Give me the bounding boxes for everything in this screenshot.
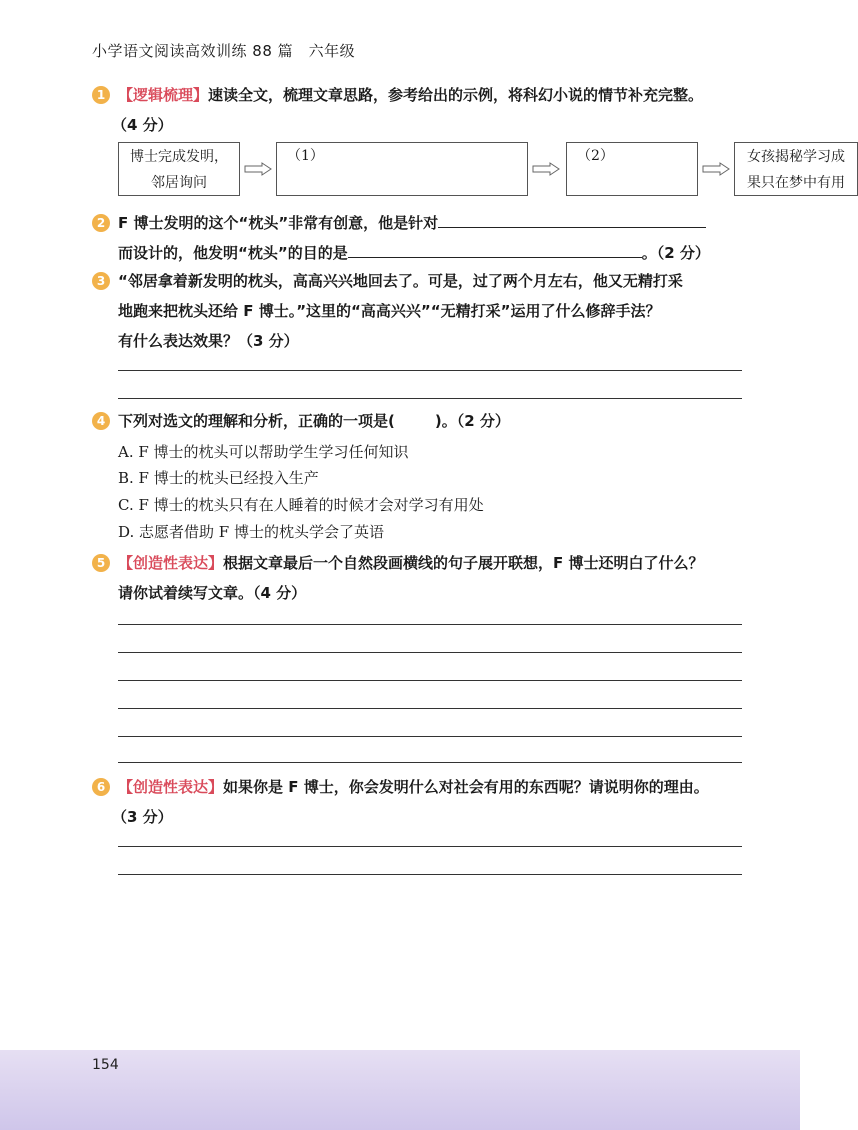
answer-blank[interactable] bbox=[438, 209, 706, 228]
question-5 bbox=[92, 548, 752, 608]
question-text: 速读全文，梳理文章思路，参考给出的示例，将科幻小说的情节补充完整。 bbox=[208, 86, 704, 104]
answer-line[interactable] bbox=[118, 762, 742, 763]
option-c: C. F 博士的枕头只有在人睡着的时候才会对学习有用处 bbox=[118, 496, 484, 514]
answer-line[interactable] bbox=[118, 846, 742, 847]
plot-flowchart bbox=[118, 142, 845, 198]
option-a: A. F 博士的枕头可以帮助学生学习任何知识 bbox=[118, 443, 409, 461]
question-tag: 【创造性表达】 bbox=[118, 778, 224, 796]
question-tag: 【创造性表达】 bbox=[118, 554, 224, 572]
question-2 bbox=[92, 208, 752, 268]
question-number-badge: 3 bbox=[92, 272, 110, 290]
flow-box-example-start: 博士完成发明， 邻居询问 bbox=[118, 142, 240, 196]
question-number-badge: 6 bbox=[92, 778, 110, 796]
question-score: （3 分） bbox=[112, 808, 173, 826]
question-text: 而设计的，他发明“枕头”的目的是 bbox=[118, 244, 348, 262]
answer-line[interactable] bbox=[118, 624, 742, 625]
question-3 bbox=[92, 266, 752, 356]
option-d: D. 志愿者借助 F 博士的枕头学会了英语 bbox=[118, 523, 384, 541]
question-number-badge: 2 bbox=[92, 214, 110, 232]
answer-line[interactable] bbox=[118, 652, 742, 653]
answer-line[interactable] bbox=[118, 708, 742, 709]
question-6 bbox=[92, 772, 752, 832]
answer-blank[interactable] bbox=[348, 239, 642, 258]
question-score: （4 分） bbox=[112, 116, 173, 134]
question-text: F 博士发明的这个“枕头”非常有创意，他是针对 bbox=[118, 214, 439, 232]
question-score: 。（2 分） bbox=[641, 244, 710, 262]
footer-band bbox=[0, 1050, 800, 1130]
answer-line[interactable] bbox=[118, 680, 742, 681]
question-text: 根据文章最后一个自然段画横线的句子展开联想，F 博士还明白了什么？ bbox=[223, 554, 704, 572]
question-number-badge: 4 bbox=[92, 412, 110, 430]
question-score: )。（2 分） bbox=[434, 412, 510, 430]
question-number-badge: 1 bbox=[92, 86, 110, 104]
option-b: B. F 博士的枕头已经投入生产 bbox=[118, 469, 319, 487]
question-1 bbox=[92, 80, 752, 140]
answer-line[interactable] bbox=[118, 398, 742, 399]
flow-box-example-end: 女孩揭秘学习成 果只在梦中有用 bbox=[734, 142, 858, 196]
arrow-right-icon bbox=[702, 162, 730, 176]
answer-line[interactable] bbox=[118, 874, 742, 875]
question-text: 地跑来把枕头还给 F 博士。”这里的“高高兴兴”“无精打采”运用了什么修辞手法？ bbox=[118, 302, 661, 320]
arrow-right-icon bbox=[244, 162, 272, 176]
arrow-right-icon bbox=[532, 162, 560, 176]
question-text: 请你试着续写文章。（4 分） bbox=[118, 584, 307, 602]
question-text: 如果你是 F 博士，你会发明什么对社会有用的东西呢？请说明你的理由。 bbox=[223, 778, 709, 796]
question-tag: 【逻辑梳理】 bbox=[118, 86, 209, 104]
page-number: 154 bbox=[92, 1057, 119, 1073]
question-text: 有什么表达效果？（3 分） bbox=[118, 332, 299, 350]
question-text: 下列对选文的理解和分析，正确的一项是( bbox=[118, 412, 395, 430]
book-title: 小学语文阅读高效训练 88 篇 六年级 bbox=[92, 42, 356, 60]
question-4 bbox=[92, 406, 752, 436]
flow-box-blank-1[interactable]: （1） bbox=[276, 142, 528, 196]
question-text: “邻居拿着新发明的枕头，高高兴兴地回去了。可是，过了两个月左右，他又无精打采 bbox=[118, 272, 683, 290]
flow-box-blank-2[interactable]: （2） bbox=[566, 142, 698, 196]
answer-line[interactable] bbox=[118, 736, 742, 737]
question-number-badge: 5 bbox=[92, 554, 110, 572]
answer-line[interactable] bbox=[118, 370, 742, 371]
